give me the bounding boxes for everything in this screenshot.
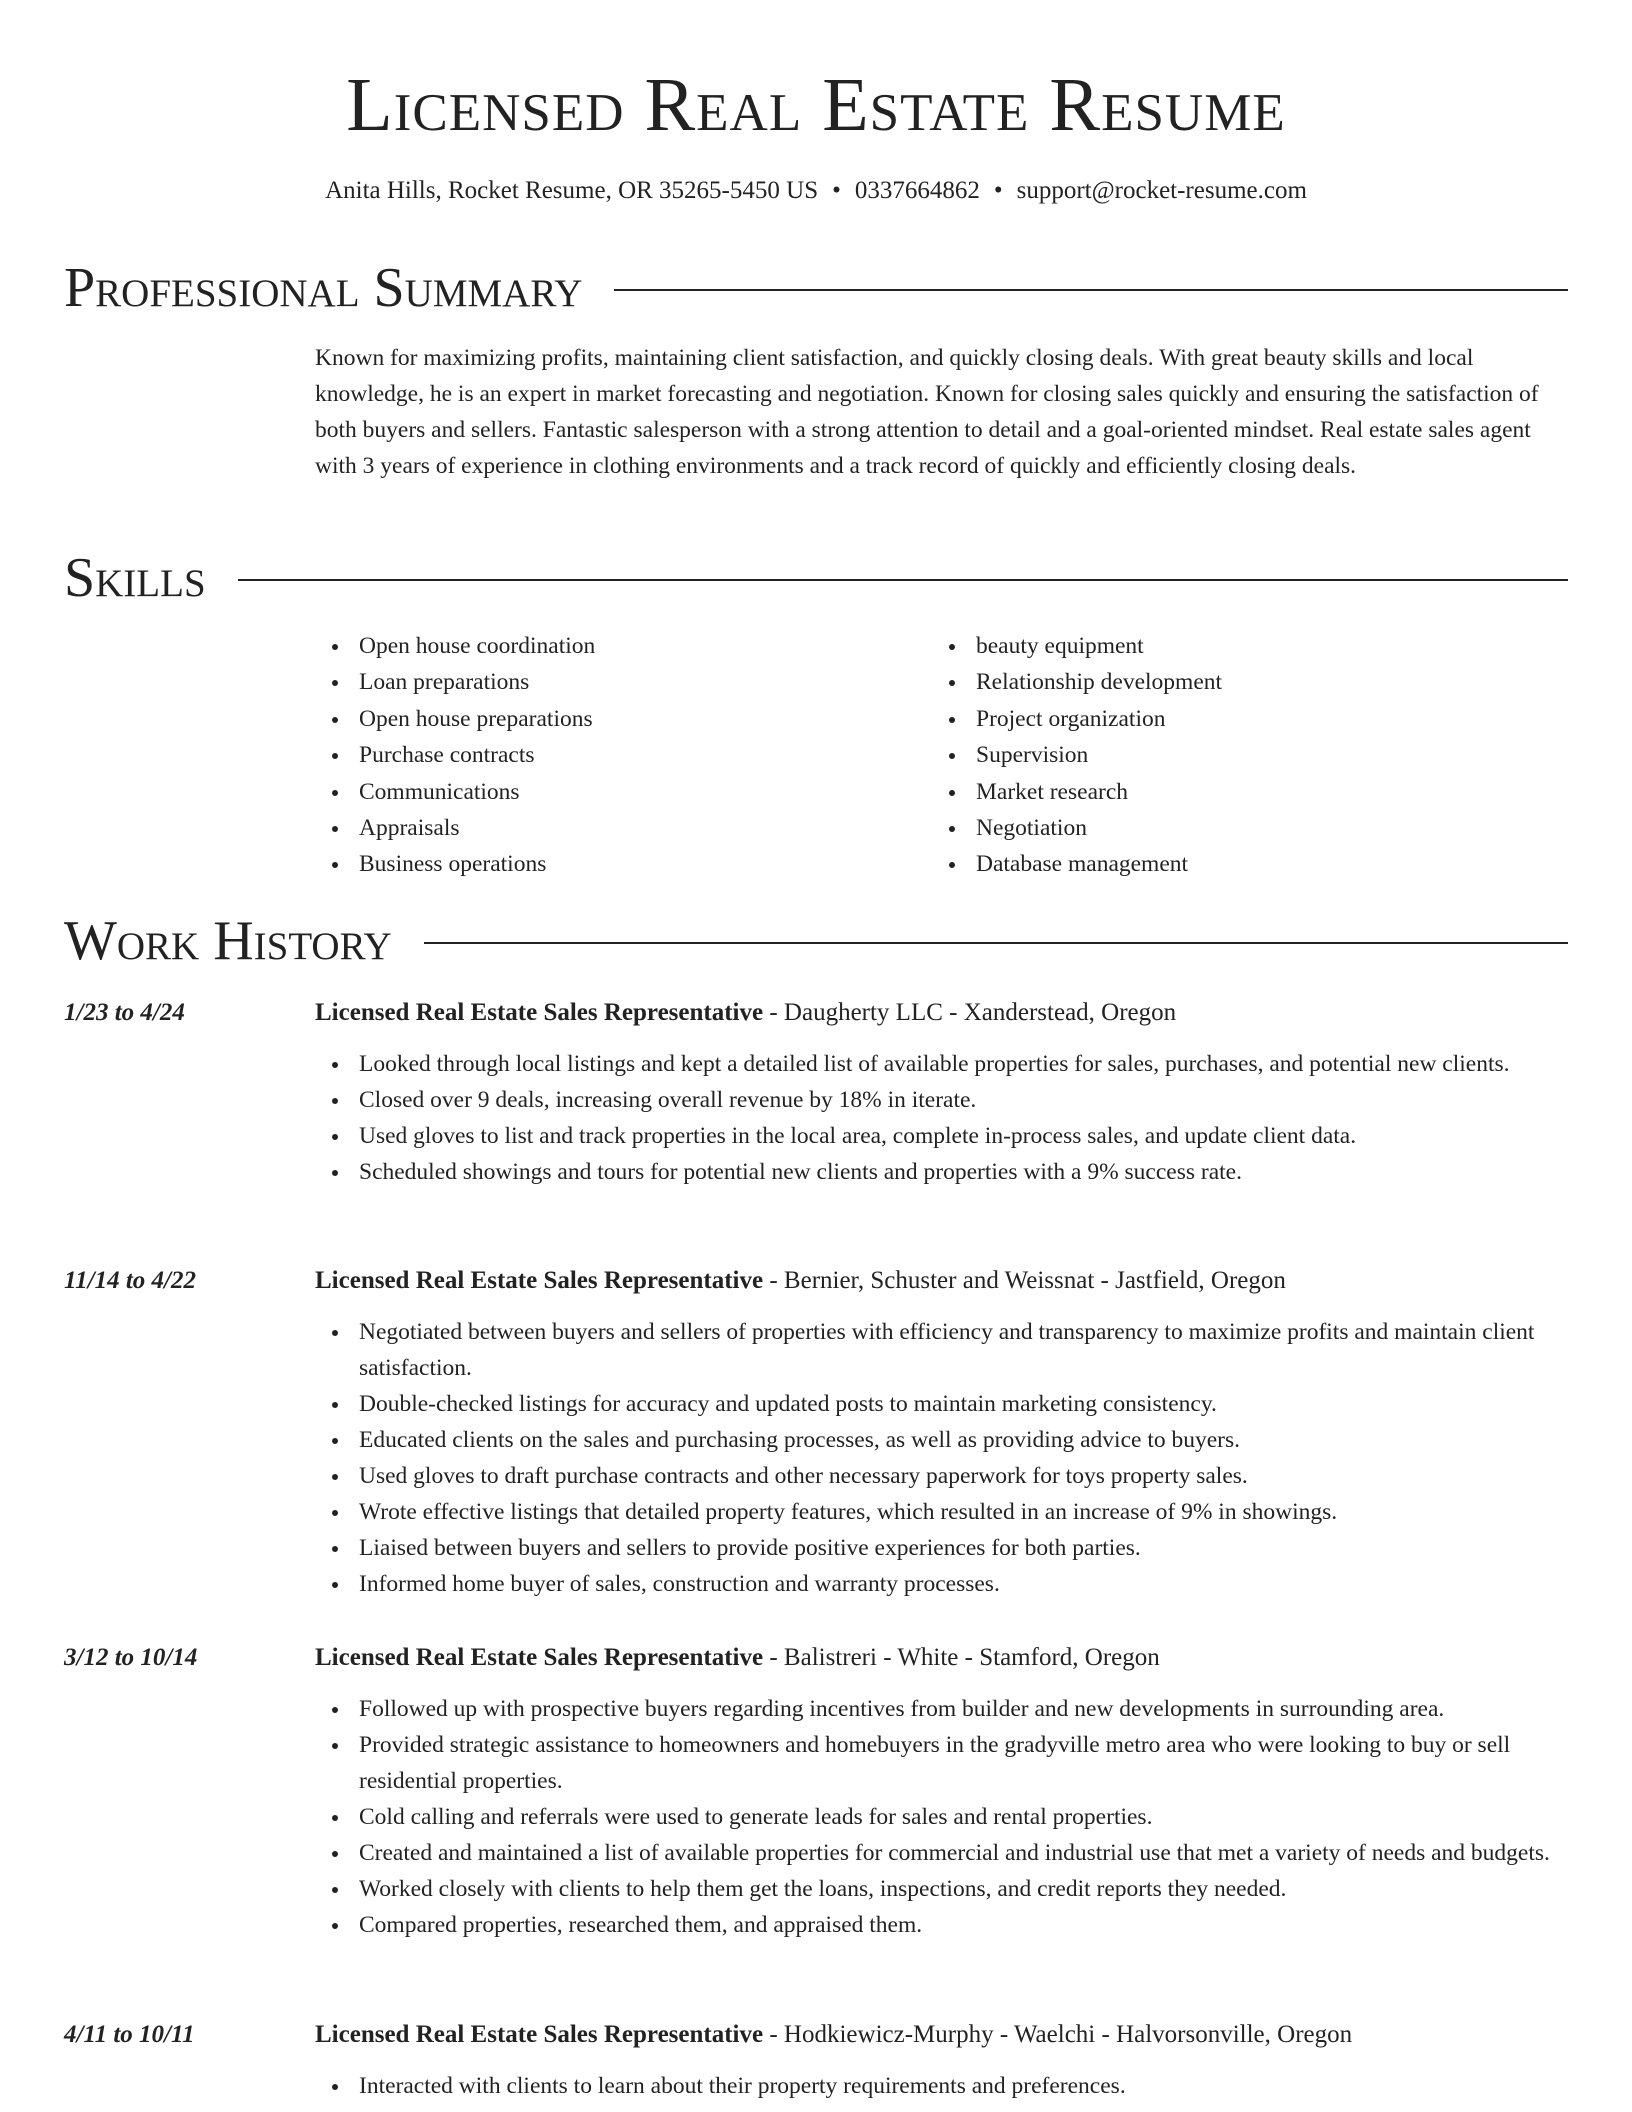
summary-text: Known for maximizing profits, maintaining client satisfaction, and quickly closing deals. With great beauty skills and local knowledge, he is an expert in market forecasting and negotiation. Known for closing sales quickly and ensuring the satisfaction of both buyers and sellers. Fantastic salesperson with a strong attention to detail and a goal-oriented mindset. Real estate sales agent with 3 years of experience in clothing environments and a track record of quickly and efficiently closing deals.: [315, 345, 1539, 479]
section-divider: [238, 579, 1568, 581]
job-bullets: [315, 2068, 1575, 2104]
contact-separator: •: [832, 177, 841, 204]
work-section-header: [64, 911, 1568, 971]
list-item: beauty equipment: [932, 628, 1532, 664]
contact-separator: •: [993, 177, 1003, 204]
list-item: Communications: [315, 774, 915, 810]
list-item: Database management: [932, 846, 1532, 882]
job-dates: 3/12 to 10/14: [64, 1644, 198, 1671]
job-heading: [315, 996, 1176, 1030]
list-item: Relationship development: [932, 664, 1532, 700]
list-item: Closed over 9 deals, increasing overall revenue by 18% in iterate.: [315, 1082, 1575, 1118]
job-role: Licensed Real Estate Sales Representative: [315, 1267, 764, 1294]
list-item: Scheduled showings and tours for potential new clients and properties with a 9% success rate.: [315, 1154, 1575, 1190]
contact-phone: 0337664862: [854, 177, 980, 204]
list-item: Supervision: [932, 737, 1532, 773]
job-bullets: [315, 1691, 1575, 1943]
list-item: Informed home buyer of sales, construction and warranty processes.: [315, 1566, 1575, 1602]
list-item: Provided strategic assistance to homeowners and homebuyers in the gradyville metro area who were looking to buy or sell residential properties.: [315, 1727, 1575, 1799]
list-item: Negotiation: [932, 810, 1532, 846]
list-item: Business operations: [315, 846, 915, 882]
work-heading: Work History: [64, 910, 392, 972]
list-item: Followed up with prospective buyers regarding incentives from builder and new developments in surrounding area.: [315, 1691, 1575, 1727]
section-divider: [614, 289, 1568, 291]
contact-email: support@rocket-resume.com: [1016, 177, 1307, 204]
list-item: Used gloves to list and track properties in the local area, complete in-process sales, and update client data.: [315, 1118, 1575, 1154]
job-role: Licensed Real Estate Sales Representative: [315, 999, 764, 1026]
job-heading: [315, 2018, 1352, 2052]
job-bullets: [315, 1314, 1575, 1602]
skills-section-header: [64, 548, 1568, 608]
section-divider: [424, 942, 1568, 944]
job-dates: 11/14 to 4/22: [64, 1267, 196, 1294]
job-heading: [315, 1641, 1160, 1675]
summary-heading: Professional Summary: [64, 257, 583, 319]
contact-address: Anita Hills, Rocket Resume, OR 35265-5450 US: [325, 177, 819, 204]
summary-section-header: [64, 258, 1568, 318]
job-role: Licensed Real Estate Sales Representative: [315, 2021, 764, 2048]
list-item: Purchase contracts: [315, 737, 915, 773]
list-item: Looked through local listings and kept a detailed list of available properties for sales, purchases, and potential new clients.: [315, 1046, 1575, 1082]
list-item: Created and maintained a list of available properties for commercial and industrial use that met a variety of needs and budgets.: [315, 1835, 1575, 1871]
list-item: Liaised between buyers and sellers to provide positive experiences for both parties.: [315, 1530, 1575, 1566]
skills-list-left: [315, 628, 915, 883]
job-employer: - Bernier, Schuster and Weissnat - Jastfield, Oregon: [763, 1267, 1286, 1294]
skills-heading: Skills: [64, 547, 206, 609]
list-item: Compared properties, researched them, and appraised them.: [315, 1907, 1575, 1943]
list-item: Interacted with clients to learn about their property requirements and preferences.: [315, 2068, 1575, 2104]
list-item: Loan preparations: [315, 664, 915, 700]
list-item: Appraisals: [315, 810, 915, 846]
job-heading: [315, 1264, 1286, 1298]
job-employer: - Balistreri - White - Stamford, Oregon: [763, 1644, 1160, 1671]
list-item: Market research: [932, 774, 1532, 810]
list-item: Project organization: [932, 701, 1532, 737]
list-item: Open house coordination: [315, 628, 915, 664]
list-item: Cold calling and referrals were used to generate leads for sales and rental properties.: [315, 1799, 1575, 1835]
list-item: Educated clients on the sales and purchasing processes, as well as providing advice to buyers.: [315, 1422, 1575, 1458]
job-bullets: [315, 1046, 1575, 1190]
list-item: Wrote effective listings that detailed property features, which resulted in an increase of 9% in showings.: [315, 1494, 1575, 1530]
resume-title: Licensed Real Estate Resume: [346, 63, 1286, 147]
list-item: Worked closely with clients to help them get the loans, inspections, and credit reports they needed.: [315, 1871, 1575, 1907]
job-dates: 1/23 to 4/24: [64, 999, 185, 1026]
contact-line: [0, 175, 1632, 207]
list-item: Used gloves to draft purchase contracts and other necessary paperwork for toys property sales.: [315, 1458, 1575, 1494]
job-employer: - Hodkiewicz-Murphy - Waelchi - Halvorsonville, Oregon: [763, 2021, 1353, 2048]
job-employer: - Daugherty LLC - Xanderstead, Oregon: [763, 999, 1177, 1026]
list-item: Double-checked listings for accuracy and updated posts to maintain marketing consistency.: [315, 1386, 1575, 1422]
list-item: Negotiated between buyers and sellers of properties with efficiency and transparency to maximize profits and maintain client satisfaction.: [315, 1314, 1575, 1386]
list-item: Open house preparations: [315, 701, 915, 737]
skills-list-right: [932, 628, 1532, 883]
job-dates: 4/11 to 10/11: [64, 2021, 195, 2048]
job-role: Licensed Real Estate Sales Representative: [315, 1644, 764, 1671]
